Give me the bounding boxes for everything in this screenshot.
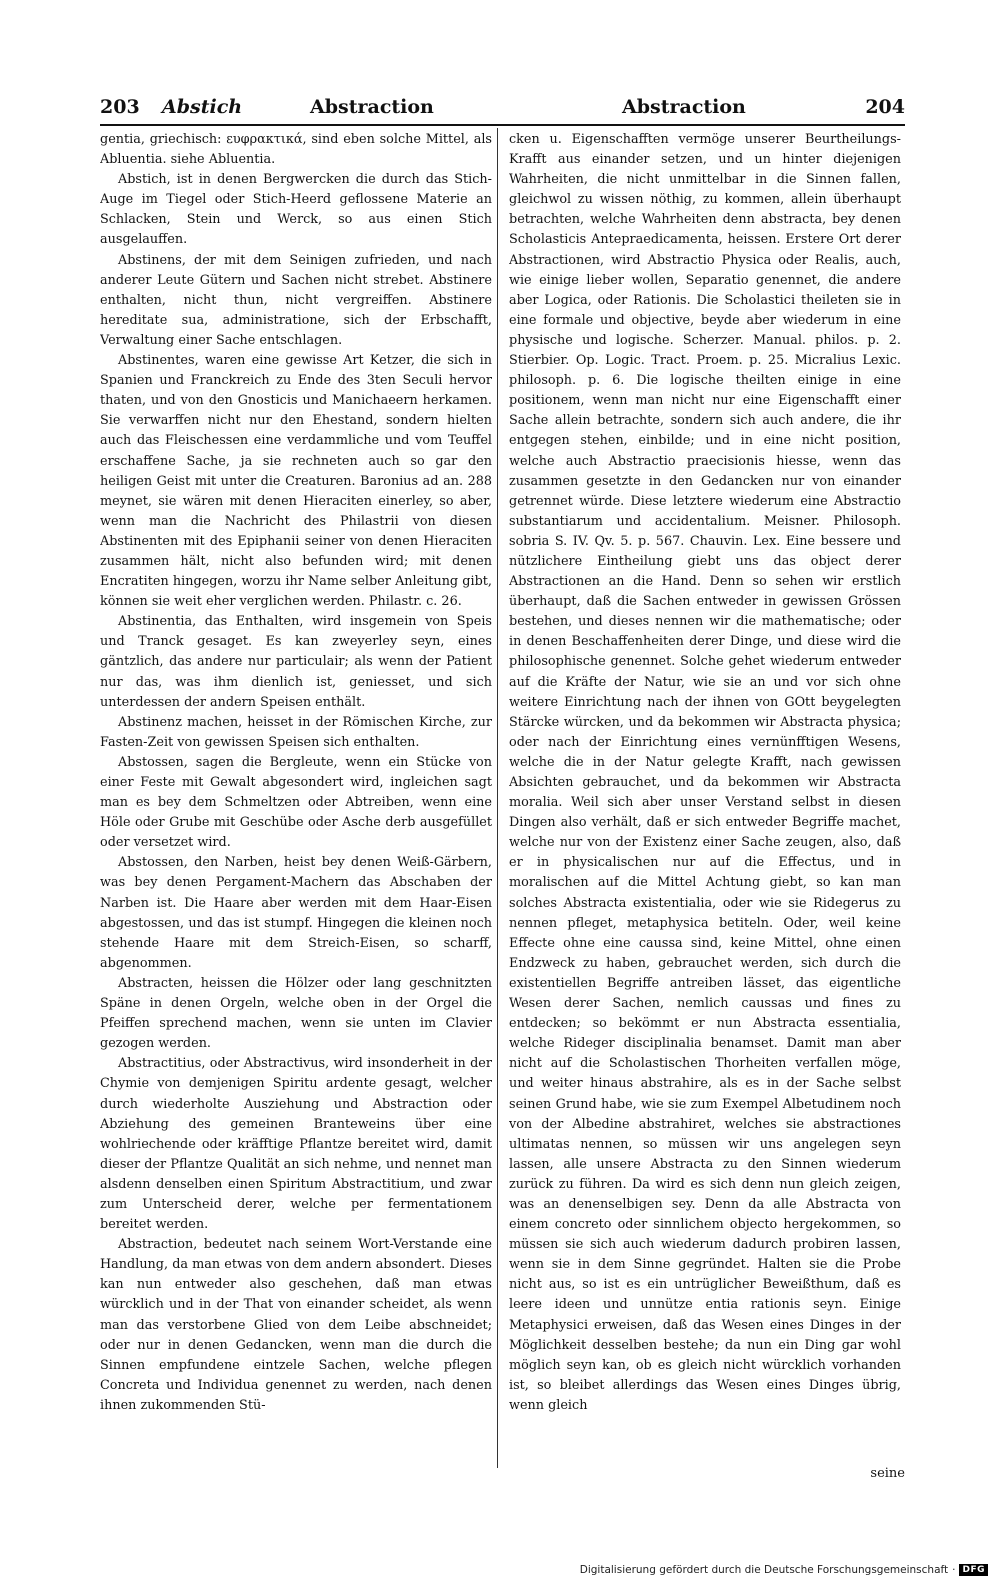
catchword: seine <box>870 1466 905 1481</box>
article-paragraph: Abstracten, heissen die Hölzer oder lang geschnitzten Späne in denen Orgeln, welche oben in der Orgel die Pfeiffen sprechend machen, wenn sie unten im Clavier gezogen werden. <box>100 975 492 1052</box>
running-title-right: Abstraction <box>622 96 746 118</box>
left-column <box>100 130 492 1475</box>
article-paragraph: Abstinens, der mit dem Seinigen zufrieden, und nach anderer Leute Gütern und Sachen nicht strebet. Abstinere enthalten, nicht thun, nicht vergreiffen. Abstinere hereditate sua, administratione, sich der Erbschafft, Verwaltung einer Sache entschlagen. <box>100 252 492 348</box>
article-paragraph: cken u. Eigenschafften vermöge unserer Beurtheilungs-Krafft aus einander setzen, und un hinter diejenigen Wahrheiten, die nicht unmittelbar in die Sinnen fallen, gleichwol zu wissen nöthig, zu kommen, allein überhaupt betrachten, welche Wahrheiten denn abstracta, bey denen Scholasticis Antepraedicamenta, heissen. Erstere Ort derer Abstractionen, wird Abstractio Physica oder Realis, auch, wie einige lieber wollen, Separatio genennet, die andere aber Logica, oder Rationis. Die Scholastici theileten sie in eine formale und objective, beyde aber wiederum in eine physische und logische. Scherzer. Manual. philos. p. 2. Stierbier. Op. Logic. Tract. Proem. p. 25. Micralius Lexic. philosoph. p. 6. Die logische theilten einige in eine positionem, wenn man nicht nur eine Eigenschafft einer Sache allein betrachte, sondern sich auch andere, die ihr entgegen stehen, einbilde; und in eine nicht position, welche auch Abstractio praecisionis hiesse, wenn das zusammen gesetzte in den Gedancken nur von einander getrennet würde. Diese letztere wiederum eine Abstractio substantiarum und accidentalium. Meisner. Philosoph. sobria S. IV. Qv. 5. p. 567. Chauvin. Lex. Eine bessere und nützlichere Eintheilung giebt uns das object derer Abstractionen an die Hand. Denn so sehen wir erstlich überhaupt, daß die Sachen entweder in gewissen Grössen bestehen, und dieses nennen wir die mathematische; oder in denen Beschaffenheiten derer Dinge, und diese wird die philosophische genennet. Solche gehet wiederum entweder auf die Kräfte der Natur, wie sie an und vor sich ohne weitere Einrichtung nach der ihnen von GOtt beygelegten Stärcke würcken, und da bekommen wir Abstracta physica; oder nach der Einrichtung eines vernünfftigen Wesens, welche die in der Natur gelegte Krafft, nach gewissen Absichten gebrauchet, und da bekommen wir Abstracta moralia. Weil sich aber unser Verstand selbst in diesen Dingen also verhält, daß er sich entweder Begriffe machet, welche nur von der Existenz einer Sache zeugen, also, daß er in physicalischen nur auf die Effectus, und in moralischen auf die Mittel Achtung giebt, so kan man solches Abstracta existentialia, oder wie sie Ridegerus zu nennen pfleget, metaphysica betiteln. Oder, weil keine Effecte ohne eine caussa sind, keine Mittel, ohne einen Endzweck zu haben, gebrauchet werden, sich durch die existentiellen Begriffe antreiben lässet, das eigentliche Wesen derer Sachen, nemlich caussas und fines zu entdecken; so bekömmt er nun Abstracta essentialia, welche Rideger disciplinalia benamset. Damit man aber nicht auf die Scholastischen Thorheiten verfallen möge, und weiter hinaus abstrahire, als es in der Sache selbst seinen Grund habe, wie sie zum Exempel Albetudinem noch von der Albedine abstrahiret, welches sie abstractiones ultimatas nennen, so müssen wir uns angelegen seyn lassen, alle unsere Abstracta zu den Sinnen wiederum zurück zu führen. Da wird es sich denn nun gleich zeigen, was an denenselbigen sey. Denn da alle Abstracta von einem concreto oder sinnlichem objecto hergekommen, so müssen sie sich auch wiederum dadurch probiren lassen, wenn sie in dem Sinne gegründet. Halten sie die Probe nicht aus, so ist es ein untrüglicher Beweißthum, daß es leere ideen und unnütze entia rationis seyn. Einige Metaphysici erweisen, daß das Wesen eines Dinges in der Möglichkeit desselben bestehe; da nun ein Ding gar wohl möglich seyn kan, ob es gleich nicht würcklich vorhanden ist, so bleibet allerdings das Wesen eines Dinges übrig, wenn gleich <box>509 132 901 1413</box>
dfg-logo-icon: DFG <box>959 1564 988 1576</box>
article-paragraph: Abstinentes, waren eine gewisse Art Ketzer, die sich in Spanien und Franckreich zu Ende des 3ten Seculi hervor thaten, und von den Gnosticis und Manichaeern herkamen. Sie verwarffen nicht nur den Ehestand, sondern hielten auch das Fleischessen eine verdammliche und vom Teuffel erschaffene Sache, ja sie rechneten auch so gar den heiligen Geist mit unter die Creaturen. Baronius ad an. 288 meynet, sie wären mit denen Hieraciten einerley, so aber, wenn man die Nachricht des Philastrii von diesen Abstinenten mit des Epiphanii seiner von denen Hieraciten zusammen hält, nicht also befunden wird; mit denen Encratiten hingegen, worzu ihr Name selber Anleitung gibt, können sie weit eher verglichen werden. Philastr. c. 26. <box>100 353 492 610</box>
page-number-left: 203 <box>100 96 140 118</box>
article-paragraph: gentia, griechisch: ευφρακτικά, sind eben solche Mittel, als Abluentia. siehe Abluentia. <box>100 132 492 168</box>
page-number-right: 204 <box>865 96 905 118</box>
article-paragraph: Abstractitius, oder Abstractivus, wird insonderheit in der Chymie von demjenigen Spiritu ardente gesagt, welcher durch wiederholte Ausziehung und Abstraction oder Abziehung des gemeinen Branteweins über eine wohlriechende oder kräfftige Pflantze bereitet wird, damit dieser der Pflantze Qualität an sich nehme, und nennet man alsdenn denselben einen Spiritum Abstractitium, und zwar zum Unterscheid derer, welche per fermentationem bereitet werden. <box>100 1056 492 1233</box>
running-title-left: Abstraction <box>310 96 434 118</box>
footer-credit: Digitalisierung gefördert durch die Deutsche Forschungsgemeinschaft <box>579 1564 949 1576</box>
article-paragraph: Abstinentia, das Enthalten, wird insgemein von Speis und Tranck gesaget. Es kan zweyerley seyn, eines gäntzlich, das andere nur particulair; als wenn der Patient nur das, was ihm dienlich ist, geniesset, und sich unterdessen der andern Speisen enthält. <box>100 614 492 710</box>
article-paragraph: Abstraction, bedeutet nach seinem Wort-Verstande eine Handlung, da man etwas von dem andern absondert. Dieses kan nun entweder also geschehen, daß man etwas würcklich und in der That von einander scheidet, als wenn man das verstorbene Glied von dem Leibe abschneidet; oder nur in denen Gedancken, wenn man die durch die Sinnen empfundene eintzele Sachen, welche pflegen Concreta und Individua genennet zu werden, nach denen ihnen zukommenden Stü- <box>100 1237 492 1413</box>
running-header <box>100 92 905 128</box>
article-paragraph: Abstinenz machen, heisset in der Römischen Kirche, zur Fasten-Zeit von gewissen Speisen sich enthalten. <box>100 714 492 750</box>
column-divider <box>497 128 498 1468</box>
article-paragraph: Abstossen, sagen die Bergleute, wenn ein Stücke von einer Feste mit Gewalt abgesondert wird, ingleichen sagt man es bey dem Schmeltzen oder Abtreiben, wenn eine Höle oder Grube mit Geschübe oder Asche derb ausgefüllet oder versetzet wird. <box>100 754 492 851</box>
header-rule <box>100 124 905 126</box>
article-paragraph: Abstossen, den Narben, heist bey denen Weiß-Gärbern, was bey denen Pergament-Machern das Abschaben der Narben ist. Die Haare aber werden mit dem Haar-Eisen abgestossen, und das ist stumpf. Hingegen die kleinen noch stehende Haare mit dem Streich-Eisen, so scharff, abgenommen. <box>100 855 492 971</box>
catch-keyword-left: Abstich <box>162 96 243 118</box>
footer: Digitalisierung gefördert durch die Deutsche Forschungsgemeinschaft · DFG <box>580 1564 988 1576</box>
article-paragraph: Abstich, ist in denen Bergwercken die durch das Stich-Auge im Tiegel oder Stich-Heerd geflossene Materie an Schlacken, Stein und Werck, so aus einen Stich ausgelauffen. <box>100 172 492 248</box>
right-column <box>509 130 901 1475</box>
